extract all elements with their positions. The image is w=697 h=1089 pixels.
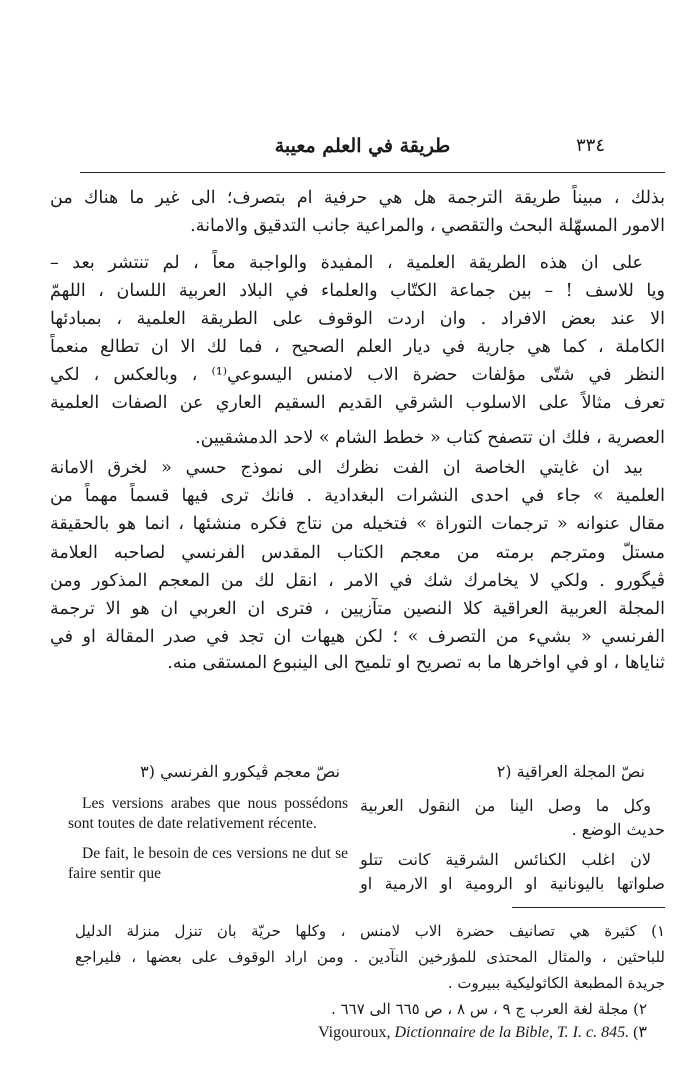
right-line: وكل ما وصل الينا من النقول العربية (360, 796, 651, 815)
footnote-1-line: للباحثين ، والمثال المحتذى للمؤرخين النآدين . ومن اراد الوقوف على بعضها ، فليراجع (75, 948, 665, 966)
footnote-1-line: جريدة المطبعة الكاثوليكية ببيروت . (447, 974, 665, 992)
header-rule (80, 172, 665, 173)
body-line: بيد ان غايتي الخاصة ان الفت نظرك الى نموذج حسي « لخرق الامانة (50, 458, 643, 478)
body-line: الامور المسهّلة البحث والتقصي ، والمراعية جانب التدقيق والامانة. (190, 216, 665, 236)
page-number: ٣٣٤ (575, 135, 605, 156)
running-title: طريقة في العلم معيبة (274, 135, 451, 157)
body-line: بذلك ، مبيناً طريقة الترجمة هل هي حرفية ام بتصرف؛ الى غير ما هناك من (50, 188, 665, 208)
fn3-marker: (٣ (633, 1024, 647, 1041)
body-line: تعرف مثالاً على الاسلوب الشرقي القديم السقيم العاري عن الصفات العلمية (50, 393, 665, 413)
right-column (360, 760, 665, 896)
fn3-title: Dictionnaire de la Bible, (394, 1024, 553, 1041)
footnote-1-line: ١) كثيرة هي تصانيف حضرة الاب لامنس ، وكلها حريّة بان تنزل منزلة الدليل (75, 922, 665, 940)
body-line: العلمية » جاء في احدى النشرات البغدادية . فانك ترى فيها قسماً مهماً من (50, 486, 665, 506)
french-paragraph: Les versions arabes que nous possédons sont toutes de date relativement récente. (68, 795, 348, 832)
fn3-ref: T. I. c. 845. (556, 1024, 630, 1041)
left-column-heading: نصّ معجم ڤيكورو الفرنسي (٣ (140, 762, 340, 781)
right-line: لان اغلب الكنائس الشرقية كانت تتلو (360, 850, 651, 869)
footnote-rule (512, 907, 665, 908)
body-line: الكاملة ، كما هي جارية في ديار العلم الصحيح ، فما لك الا ان تطالع منعماً (50, 337, 665, 357)
body-line: مستلّ ومترجم برمته من معجم الكتاب المقدس الفرنسي لصاحبه العلامة (50, 543, 665, 563)
footnote-2: ٢) مجلة لغة العرب ج ٩ ، س ٨ ، ص ٦٦٥ الى ٦٦٧ . (331, 1000, 647, 1018)
body-line: ڤيگورو . ولكي لا يخامرك شك في الامر ، انقل لك من المعجم المذكور ومن (50, 571, 665, 591)
body-line: ثناياها ، او في اواخرها ما به تصريح او تلميح الى الينبوع المستقى منه. (167, 653, 665, 673)
right-line: صلواتها باليونانية او الرومية او الارمية او (360, 874, 665, 893)
page-header (60, 135, 665, 165)
left-column (68, 760, 348, 884)
body-line: مقال عنوانه « ترجمات التوراة » فتخيله من نتاج فكره منشئها ، انما هو بالحقيقة (50, 514, 665, 534)
body-line: الا عند بعض الافراد . وان اردت الوقوف على الطريقة العلمية ، بمبادئها (50, 309, 665, 329)
body-line: الفرنسي « بشيء من التصرف » ؛ لكن هيهات ان تجد في صدر المقالة او في (50, 627, 665, 647)
fn3-author: Vigouroux, (318, 1024, 391, 1041)
body-line: المجلة العربية العراقية كلا النصين متآزيين ، فترى ان العربي ان هو الا ترجمة (50, 599, 665, 619)
body-line: ويا للاسف ! – بين جماعة الكتّاب والعلماء في البلاد العربية اللسان ، اللهمّ (50, 281, 665, 301)
right-column-heading: نصّ المجلة العراقية (٢ (496, 762, 645, 781)
body-line: على ان هذه الطريقة العلمية ، المفيدة والواجبة معاً ، لم تنتشر بعد – (50, 253, 643, 273)
body-line: العصرية ، فلك ان تتصفح كتاب « خطط الشام » لاحد الدمشقيين. (195, 428, 665, 448)
footnote-3 (75, 1020, 665, 1046)
body-line: النظر في شتّى مؤلفات حضرة الاب لامنس اليسوعي⁽¹⁾ ، وبالعكس ، لكي (50, 365, 665, 385)
right-line: حديث الوضع . (571, 820, 665, 839)
french-paragraph: De fait, le besoin de ces versions ne dut se faire sentir que (68, 845, 348, 882)
